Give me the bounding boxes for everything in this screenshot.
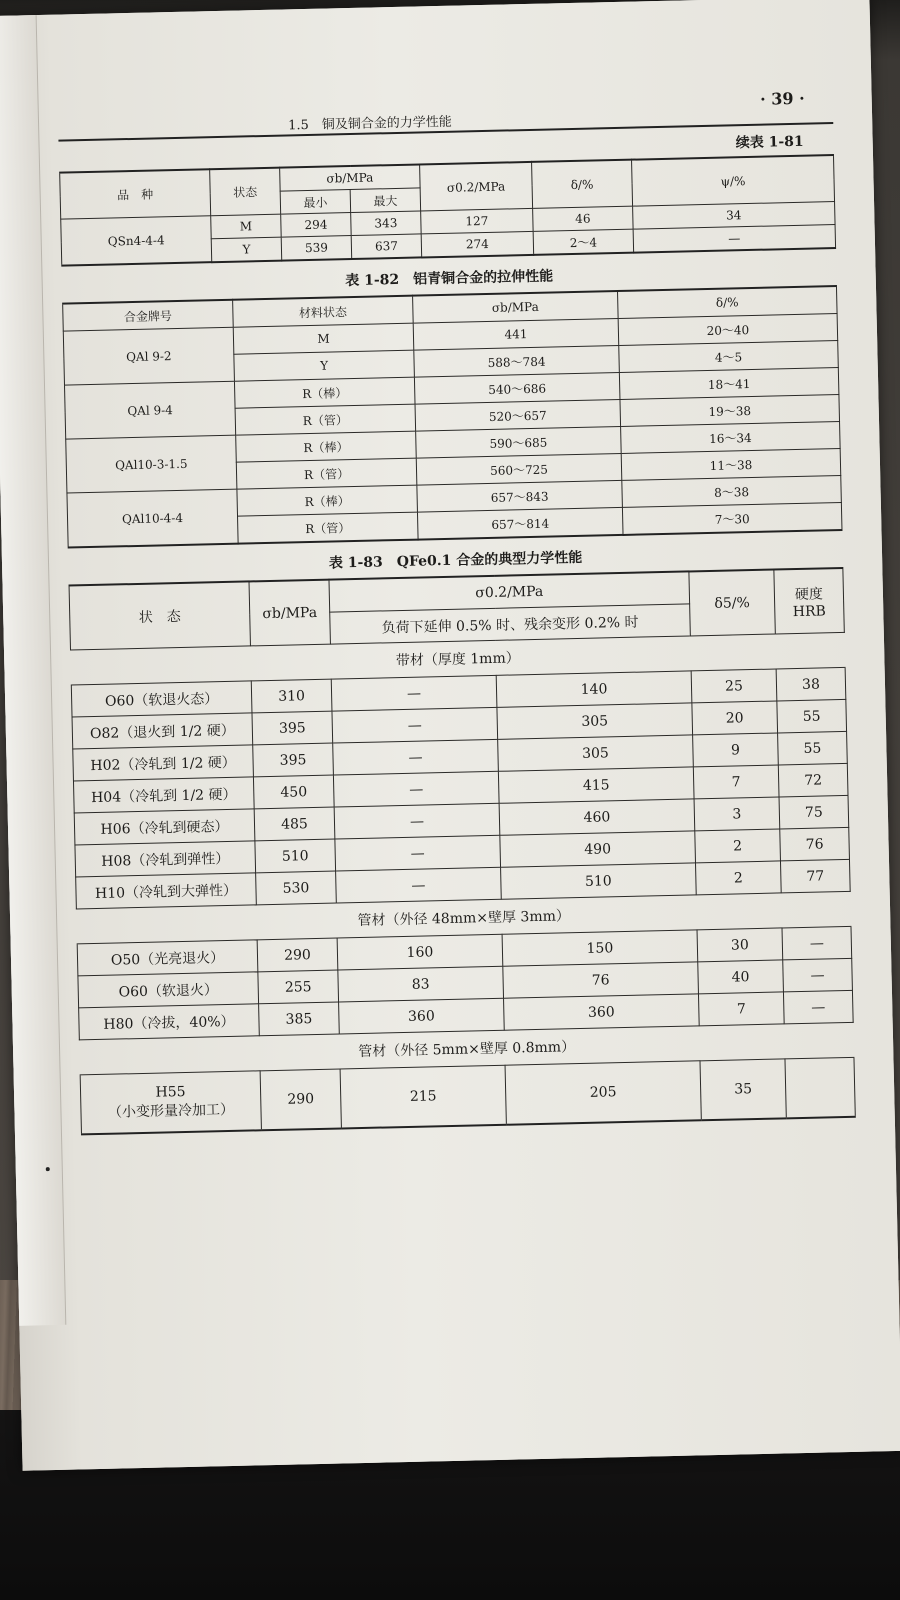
- cell-ext: 360: [339, 998, 505, 1034]
- cell-hrb: 38: [776, 667, 846, 701]
- cell-resid: 305: [497, 703, 693, 739]
- header-min: 最小: [280, 190, 351, 215]
- header-sigma-b: σb/MPa: [413, 291, 619, 323]
- cell-ext: —: [332, 707, 498, 743]
- header-hardness: 硬度 HRB: [774, 568, 844, 634]
- cell-ext: 160: [337, 934, 503, 970]
- cell-psi: 34: [633, 202, 835, 230]
- cell-state: R（管）: [236, 458, 417, 489]
- cell-hrb: [785, 1057, 855, 1118]
- header-state: 状态: [210, 168, 281, 216]
- cell-ext: —: [333, 771, 499, 807]
- cell-resid: 490: [500, 831, 696, 867]
- cell-state: [80, 1071, 261, 1135]
- cell-min: 294: [281, 213, 352, 238]
- cell-sigma-b: 560～725: [416, 453, 622, 485]
- header-state: 状 态: [69, 581, 250, 650]
- cell-state: Y: [211, 237, 282, 262]
- cell-sigma-b: 395: [252, 711, 333, 745]
- cell-state: R（管）: [235, 404, 416, 435]
- cell-delta: 19～38: [620, 394, 840, 426]
- cell-sigma-02: 127: [421, 208, 533, 234]
- cell-delta5: 9: [693, 733, 779, 767]
- stray-dot: [46, 1167, 50, 1171]
- cell-max: 343: [351, 211, 422, 236]
- cell-resid: 510: [501, 863, 697, 899]
- cell-sigma-b: 290: [257, 938, 338, 972]
- page-number: · 39 ·: [759, 88, 805, 109]
- header-sigma-b: σb/MPa: [249, 580, 330, 646]
- cell-hrb: 75: [779, 795, 849, 829]
- cell-delta: 16～34: [621, 421, 841, 453]
- cell-delta5: 7: [698, 992, 784, 1026]
- cell-delta5: 20: [692, 701, 778, 735]
- cell-sigma-b: 441: [413, 318, 619, 350]
- cell-resid: 305: [498, 735, 694, 771]
- cell-state: H80（冷拔，40%）: [79, 1004, 260, 1040]
- cell-delta: 46: [533, 206, 633, 231]
- table-1-82: [62, 285, 842, 549]
- cell-hrb: 72: [778, 763, 848, 797]
- cell-ext: —: [331, 675, 497, 711]
- cell-hrb: —: [782, 926, 852, 960]
- cell-sigma-b: 540～686: [414, 372, 620, 404]
- page-content: [58, 82, 856, 1135]
- cell-resid: 140: [496, 671, 692, 707]
- cell-sigma-b: 530: [256, 871, 337, 905]
- cell-state: O50（光亮退火）: [77, 940, 258, 976]
- cell-resid: 76: [503, 962, 699, 998]
- cell-state: M: [233, 323, 414, 354]
- cell-ext: 215: [340, 1065, 506, 1128]
- header-sigma-02-condition: 负荷下延伸 0.5% 时、残余变形 0.2% 时: [330, 604, 691, 644]
- cell-sigma-b: 310: [251, 679, 332, 713]
- cell-state: R（棒）: [237, 485, 418, 516]
- alloy-name: QAl10-4-4: [67, 489, 238, 547]
- cell-state-grade: H55: [155, 1084, 186, 1101]
- header-delta: δ/%: [532, 160, 633, 209]
- cell-sigma-b: 290: [260, 1069, 341, 1130]
- cell-ext: 83: [338, 966, 504, 1002]
- cell-hrb: 76: [780, 827, 850, 861]
- cell-state: R（管）: [238, 512, 419, 544]
- cell-max: 637: [351, 234, 422, 259]
- cell-sigma-b: 395: [253, 743, 334, 777]
- cell-ext: —: [335, 835, 501, 871]
- table-1-82-title: 表 1-82 铝青铜合金的拉伸性能: [345, 268, 554, 290]
- table-1-81-continued-label: 续表 1-81: [735, 133, 804, 152]
- cell-min: 539: [281, 236, 352, 261]
- cell-delta: 2～4: [533, 229, 634, 255]
- cell-delta5: 30: [697, 928, 783, 962]
- cell-sigma-b: 385: [259, 1002, 340, 1036]
- cell-delta5: 40: [698, 960, 784, 994]
- header-delta: δ/%: [618, 286, 838, 318]
- header-psi: ψ/%: [632, 155, 835, 206]
- cell-state: Y: [234, 350, 415, 381]
- section-label-tube-5: 管材（外径 5mm×壁厚 0.8mm）: [79, 1022, 854, 1075]
- cell-hrb: 55: [777, 699, 847, 733]
- cell-state: H06（冷轧到硬态）: [74, 809, 255, 845]
- cell-resid: 460: [499, 799, 695, 835]
- cell-sigma-b: 520～657: [415, 399, 621, 431]
- cell-sigma-02: 274: [421, 231, 534, 257]
- header-delta5: δ5/%: [689, 570, 775, 636]
- alloy-name: QAl 9-2: [63, 327, 234, 385]
- cell-state: R（棒）: [234, 377, 415, 408]
- cell-delta: 20～40: [618, 314, 838, 346]
- alloy-name: QAl 9-4: [64, 381, 235, 439]
- cell-state: H08（冷轧到弹性）: [75, 841, 256, 877]
- header-max: 最大: [350, 188, 421, 213]
- cell-sigma-b: 657～843: [417, 480, 623, 512]
- cell-resid: 415: [498, 767, 694, 803]
- header-state: 材料状态: [233, 296, 414, 328]
- table-1-81: [59, 154, 836, 267]
- cell-psi: —: [633, 225, 835, 253]
- cell-delta: 18～41: [619, 368, 839, 400]
- cell-sigma-b: 450: [253, 775, 334, 809]
- cell-delta5: 2: [695, 861, 781, 895]
- header-alloy: 合金牌号: [63, 300, 234, 331]
- section-title: 1.5 铜及铜合金的力学性能: [288, 114, 452, 134]
- cell-resid: 150: [502, 930, 698, 966]
- header-sigma-02: σ0.2/MPa: [329, 571, 690, 612]
- alloy-name: QSn4-4-4: [61, 216, 212, 266]
- cell-resid: 205: [505, 1061, 701, 1125]
- cell-delta5: 2: [695, 829, 781, 863]
- cell-sigma-b: 590～685: [416, 426, 622, 458]
- cell-hrb: —: [783, 990, 853, 1024]
- cell-state: O60（软退火）: [78, 972, 259, 1008]
- cell-delta: 4～5: [619, 341, 839, 373]
- cell-delta5: 3: [694, 797, 780, 831]
- cell-state: O82（退火到 1/2 硬）: [72, 713, 253, 749]
- header-sigma-02: σ0.2/MPa: [420, 162, 533, 211]
- table-1-83: [69, 567, 856, 1135]
- cell-sigma-b: 588～784: [414, 345, 620, 377]
- alloy-name: QAl10-3-1.5: [66, 435, 237, 493]
- cell-sigma-b: 485: [254, 807, 335, 841]
- cell-ext: —: [336, 867, 502, 903]
- cell-state-note: （小变形量冷加工）: [107, 1101, 235, 1121]
- cell-ext: —: [334, 803, 500, 839]
- cell-ext: —: [333, 739, 499, 775]
- table-1-83-title: 表 1-83 QFe0.1 合金的典型力学性能: [328, 549, 583, 572]
- header-sigma-b: σb/MPa: [280, 164, 420, 191]
- cell-delta5: 25: [691, 669, 777, 703]
- cell-delta: 8～38: [622, 475, 842, 507]
- cell-sigma-b: 657～814: [417, 507, 623, 539]
- cell-state: H04（冷轧到 1/2 硬）: [73, 777, 254, 813]
- cell-hrb: 55: [778, 731, 848, 765]
- cell-hrb: —: [783, 958, 853, 992]
- cell-state: H02（冷轧到 1/2 硬）: [73, 745, 254, 781]
- section-label-tube-48: 管材（外径 48mm×壁厚 3mm）: [76, 891, 851, 944]
- cell-hrb: 77: [780, 859, 850, 893]
- cell-state: O60（软退火态）: [71, 681, 252, 717]
- header-variety: 品 种: [60, 169, 211, 219]
- cell-sigma-b: 510: [255, 839, 336, 873]
- section-label-strip: 带材（厚度 1mm）: [71, 632, 846, 685]
- cell-delta: 11～38: [621, 448, 841, 480]
- cell-sigma-b: 255: [258, 970, 339, 1004]
- cell-state: R（棒）: [236, 431, 417, 462]
- cell-state: H10（冷轧到大弹性）: [76, 873, 257, 909]
- cell-state: M: [211, 214, 282, 239]
- cell-delta5: 35: [700, 1059, 786, 1120]
- cell-delta: 7～30: [622, 502, 842, 534]
- cell-resid: 360: [504, 994, 700, 1030]
- cell-delta5: 7: [693, 765, 779, 799]
